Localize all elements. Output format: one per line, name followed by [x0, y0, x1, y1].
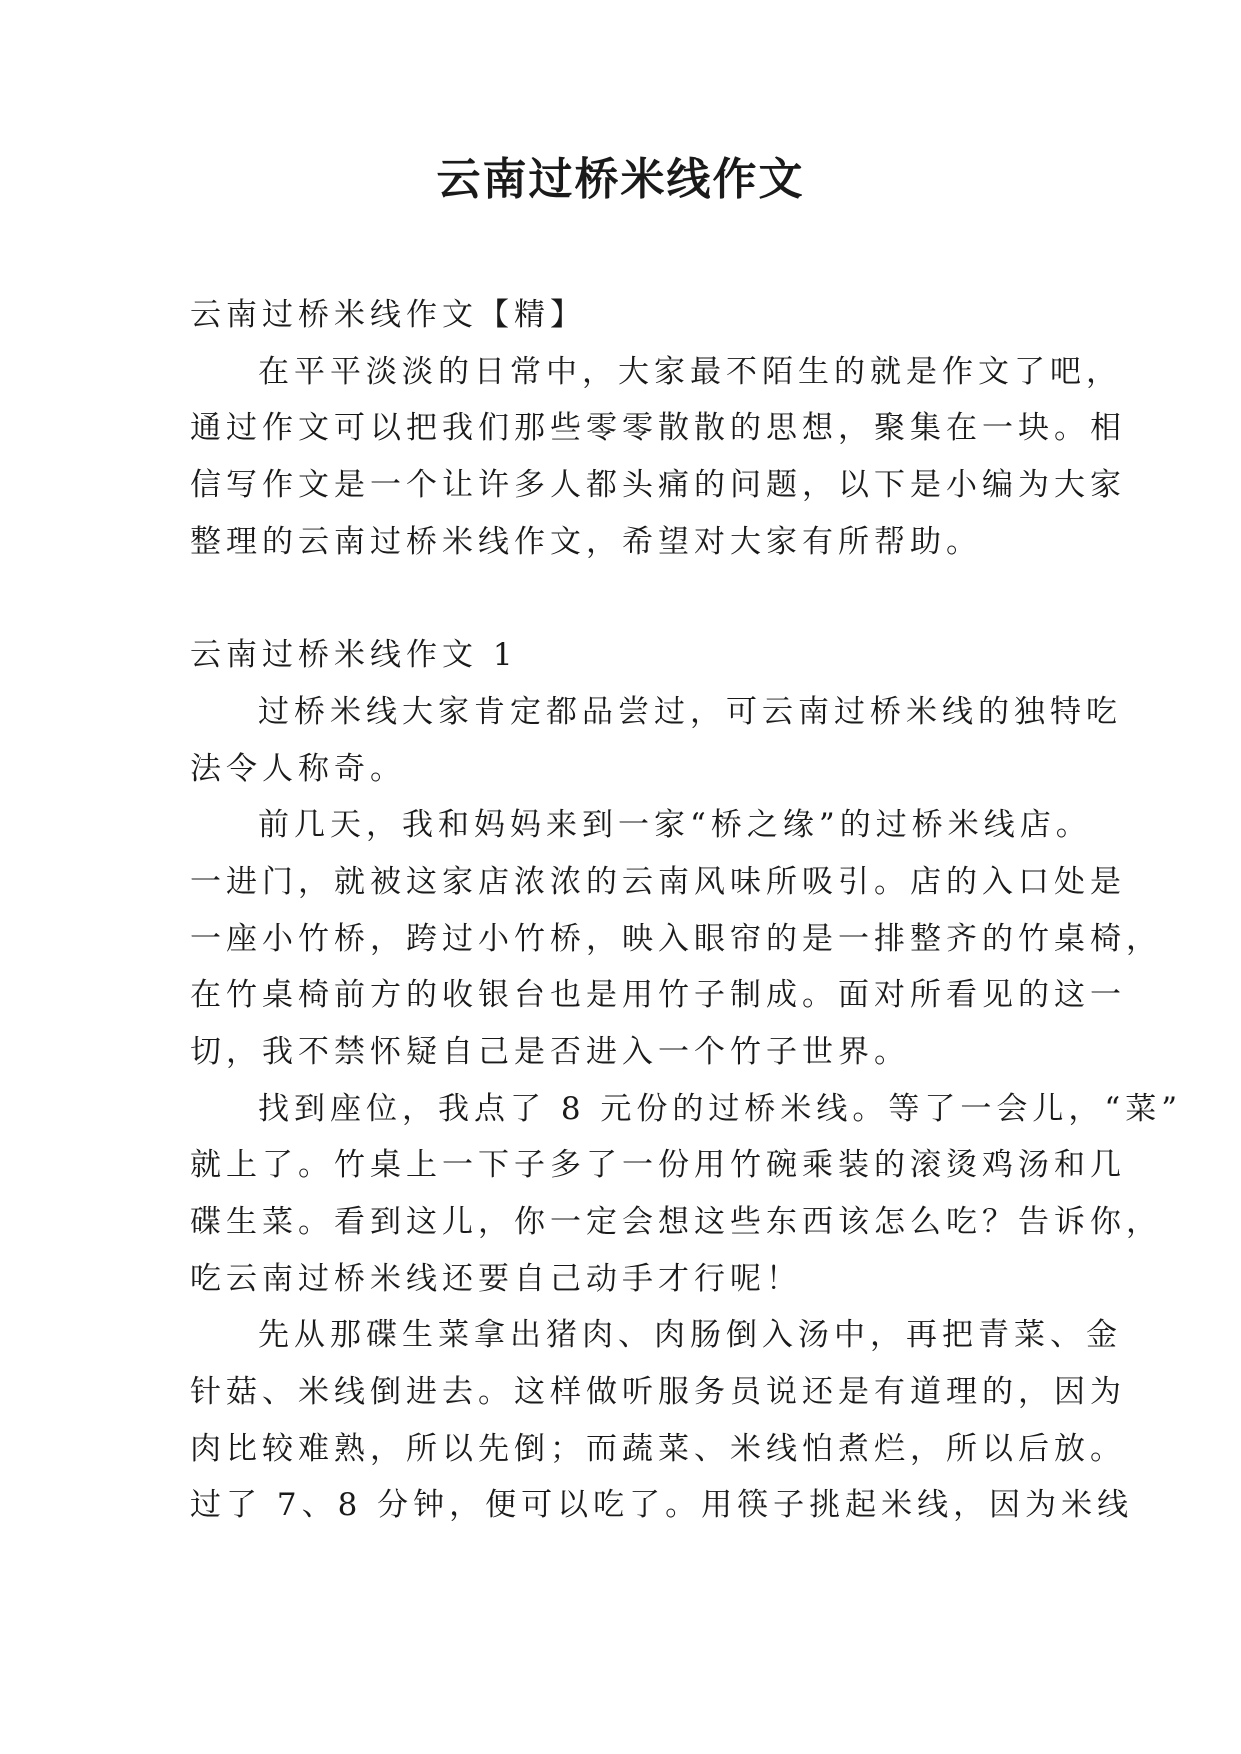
body-line: 碟生菜。看到这儿，你一定会想这些东西该怎么吃？告诉你， — [190, 1204, 1162, 1240]
body-line: 前几天，我和妈妈来到一家“桥之缘”的过桥米线店。 — [258, 807, 1092, 844]
intro-line-4: 整理的云南过桥米线作文，希望对大家有所帮助。 — [190, 523, 982, 560]
intro-line-1: 在平平淡淡的日常中，大家最不陌生的就是作文了吧， — [258, 353, 1122, 390]
body-line: 法令人称奇。 — [190, 750, 406, 787]
body-line: 找到座位，我点了 8 元份的过桥米线。等了一会儿，“菜” — [258, 1090, 1183, 1127]
body-line: 过桥米线大家肯定都品尝过，可云南过桥米线的独特吃 — [258, 693, 1122, 730]
document-body — [190, 287, 1183, 1534]
body-line: 过了 7、8 分钟，便可以吃了。用筷子挑起米线，因为米线 — [190, 1487, 1134, 1524]
section-heading: 云南过桥米线作文 1 — [190, 637, 518, 674]
intro-line-3: 信写作文是一个让许多人都头痛的问题，以下是小编为大家 — [190, 467, 1126, 504]
intro-line-2: 通过作文可以把我们那些零零散散的思想，聚集在一块。相 — [190, 410, 1126, 447]
body-line: 吃云南过桥米线还要自己动手才行呢！ — [190, 1260, 802, 1297]
body-line: 针菇、米线倒进去。这样做听服务员说还是有道理的，因为 — [190, 1374, 1126, 1411]
body-line: 就上了。竹桌上一下子多了一份用竹碗乘装的滚烫鸡汤和几 — [190, 1147, 1126, 1184]
subtitle-line: 云南过桥米线作文【精】 — [190, 297, 586, 333]
body-line: 一座小竹桥，跨过小竹桥，映入眼帘的是一排整齐的竹桌椅， — [190, 920, 1162, 957]
body-line: 切，我不禁怀疑自己是否进入一个竹子世界。 — [190, 1033, 910, 1070]
body-line: 先从那碟生菜拿出猪肉、肉肠倒入汤中，再把青菜、金 — [258, 1317, 1122, 1354]
document-title: 云南过桥米线作文 — [436, 154, 805, 205]
body-line: 在竹桌椅前方的收银台也是用竹子制成。面对所看见的这一 — [190, 977, 1126, 1014]
paragraph-gap — [190, 570, 1066, 627]
body-line: 一进门，就被这家店浓浓的云南风味所吸引。店的入口处是 — [190, 863, 1126, 900]
body-line: 肉比较难熟，所以先倒；而蔬菜、米线怕煮烂，所以后放。 — [190, 1430, 1126, 1467]
